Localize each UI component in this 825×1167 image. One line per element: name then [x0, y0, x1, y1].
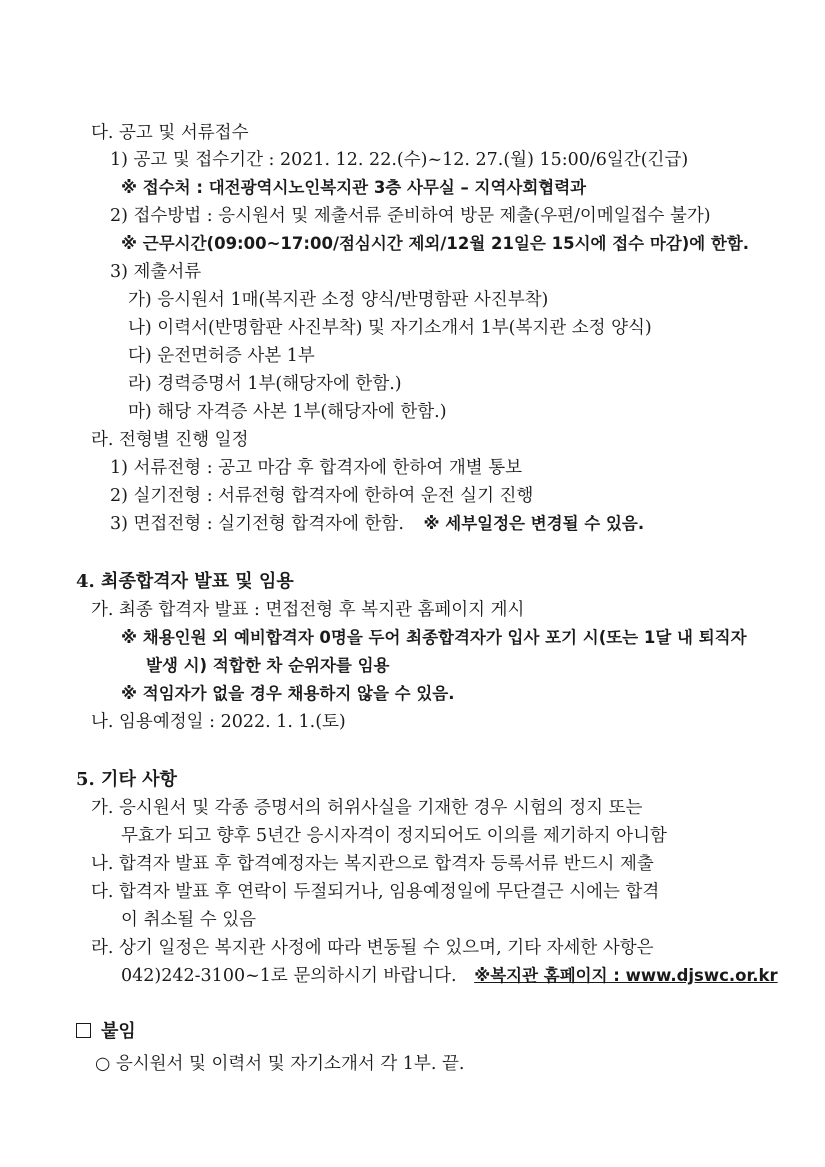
section-da-title: 다. 공고 및 서류접수 — [91, 123, 249, 143]
document-item: 가) 응시원서 1매(복지관 소정 양식/반명함판 사진부착) — [128, 290, 549, 310]
other-item-da-line1: 다. 합격자 발표 후 연락이 두절되거나, 임용예정일에 무단결근 시에는 합격 — [91, 882, 660, 902]
checkbox-square-icon — [76, 1023, 91, 1038]
other-item-ra-line2 — [121, 964, 778, 988]
other-item-na: 나. 합격자 발표 후 합격예정자는 복지관으로 합격자 등록서류 반드시 제출 — [91, 854, 654, 874]
required-documents-title: 3) 제출서류 — [110, 262, 202, 282]
other-item-da-line2: 이 취소될 수 있음 — [121, 910, 257, 930]
final-announcement: 가. 최종 합격자 발표 : 면접전형 후 복지관 홈페이지 게시 — [91, 600, 525, 620]
schedule-practical-test: 2) 실기전형 : 서류전형 합격자에 한하여 운전 실기 진행 — [110, 486, 534, 506]
appointment-date: 나. 임용예정일 : 2022. 1. 1.(토) — [91, 712, 346, 732]
document-item: 라) 경력증명서 1부(해당자에 한함.) — [128, 374, 402, 394]
submission-location-note: ※ 접수처 : 대전광역시노인복지관 3층 사무실 – 지역사회협력과 — [121, 178, 587, 197]
attachment-item: ○ 응시원서 및 이력서 및 자기소개서 각 1부. 끝. — [95, 1054, 465, 1074]
section-ra-title: 라. 전형별 진행 일정 — [91, 430, 249, 450]
submission-period: 1) 공고 및 접수기간 : 2021. 12. 22.(수)~12. 27.(월) 15:00/6일간(긴급) — [110, 150, 689, 170]
document-item: 나) 이력서(반명함판 사진부착) 및 자기소개서 1부(복지관 소정 양식) — [128, 318, 652, 338]
homepage-link[interactable]: ※복지관 홈페이지 : www.djswc.or.kr — [474, 966, 778, 985]
section-5-title: 5. 기타 사항 — [76, 769, 177, 790]
submission-method: 2) 접수방법 : 응시원서 및 제출서류 준비하여 방문 제출(우편/이메일접수 불가) — [110, 206, 711, 226]
schedule-change-note: ※ 세부일정은 변경될 수 있음. — [423, 514, 645, 533]
attachment-title — [76, 1020, 136, 1044]
attachment-label: 붙임 — [101, 1021, 136, 1042]
no-hire-note: ※ 적임자가 없을 경우 채용하지 않을 수 있음. — [121, 684, 455, 703]
document-item: 다) 운전면허증 사본 1부 — [128, 346, 315, 366]
other-item-ga-line2: 무효가 되고 향후 5년간 응시자격이 정지되어도 이의를 제기하지 아니함 — [121, 826, 667, 846]
schedule-interview — [110, 512, 644, 536]
contact-text: 042)242-3100~1로 문의하시기 바랍니다. — [121, 966, 457, 986]
section-4-title: 4. 최종합격자 발표 및 임용 — [76, 571, 294, 592]
other-item-ga-line1: 가. 응시원서 및 각종 증명서의 허위사실을 기재한 경우 시험의 정지 또는 — [91, 798, 643, 818]
schedule-document-screening: 1) 서류전형 : 공고 마감 후 합격자에 한하여 개별 통보 — [110, 458, 523, 478]
working-hours-note: ※ 근무시간(09:00~17:00/점심시간 제외/12월 21일은 15시에 접수 마감)에 한함. — [121, 234, 750, 253]
other-item-ra-line1: 라. 상기 일정은 복지관 사정에 따라 변동될 수 있으며, 기타 자세한 사항은 — [91, 938, 654, 958]
document-item: 마) 해당 자격증 사본 1부(해당자에 한함.) — [128, 402, 447, 422]
reserve-candidate-note-line2: 발생 시) 적합한 차 순위자를 임용 — [146, 656, 390, 675]
interview-text: 3) 면접전형 : 실기전형 합격자에 한함. — [110, 514, 404, 534]
reserve-candidate-note-line1: ※ 채용인원 외 예비합격자 0명을 두어 최종합격자가 입사 포기 시(또는 1달 내 퇴직자 — [121, 628, 747, 647]
